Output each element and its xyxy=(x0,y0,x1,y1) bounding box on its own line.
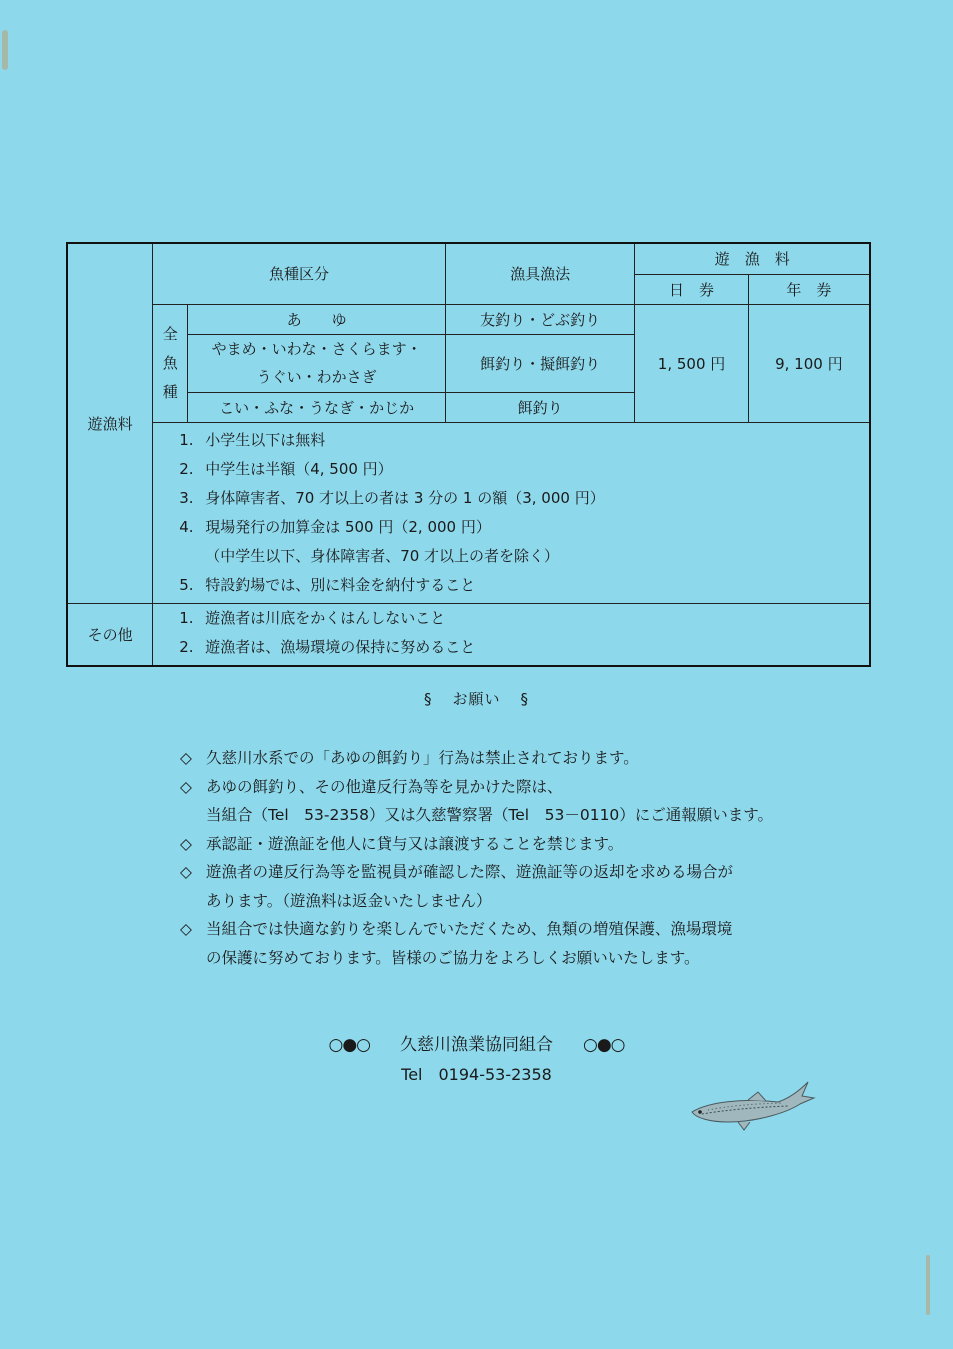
request-line: ◇ 遊漁者の違反行為等を監視員が確認した際、遊漁証等の返却を求める場合が xyxy=(180,858,820,887)
fish-row-koi: こい・ふな・うなぎ・かじか xyxy=(188,392,446,422)
circles-icon: ○●○ xyxy=(328,1035,370,1055)
diamond-bullet-icon: ◇ xyxy=(180,777,192,796)
diamond-bullet-icon: ◇ xyxy=(180,863,192,881)
fee-row-label: 遊漁料 xyxy=(67,243,153,603)
fee-notes xyxy=(153,422,870,603)
diamond-bullet-icon: ◇ xyxy=(180,920,192,938)
other-notes xyxy=(153,603,870,666)
organization-name: 久慈川漁業協同組合 xyxy=(400,1035,553,1055)
footer-phone: Tel 0194-53-2358 xyxy=(401,1065,552,1084)
header-fee: 遊 漁 料 xyxy=(635,243,870,274)
diamond-bullet-icon: ◇ xyxy=(180,749,192,767)
note-item: 3. 身体障害者、70 才以上の者は 3 分の 1 の額（3, 000 円） xyxy=(179,488,605,507)
gear-row-koi: 餌釣り xyxy=(445,392,634,422)
other-item: 1. 遊漁者は川底をかくはんしないこと xyxy=(179,608,446,627)
requests-title: お願い xyxy=(452,690,501,708)
fish-row-ayu: あ ゆ xyxy=(188,304,446,334)
gear-row-ayu: 友釣り・どぶ釣り xyxy=(445,304,634,334)
note-item: 5. 特設釣場では、別に料金を納付すること xyxy=(179,575,476,594)
request-line: あります。（遊漁料は返金いたしません） xyxy=(206,891,492,910)
paper-stain xyxy=(2,30,8,70)
request-line: ◇ あゆの餌釣り、その他違反行為等を見かけた際は、 xyxy=(180,773,820,802)
header-gear-method: 漁具漁法 xyxy=(445,243,634,304)
requests-list xyxy=(180,744,820,972)
note-item: 1. 小学生以下は無料 xyxy=(179,430,326,449)
gear-row-yamame: 餌釣り・擬餌釣り xyxy=(445,334,634,392)
fee-table xyxy=(66,242,871,667)
header-year-ticket: 年 券 xyxy=(748,274,870,304)
paper-stain xyxy=(926,1255,930,1315)
request-line: ◇ 久慈川水系での「あゆの餌釣り」行為は禁止されております。 xyxy=(180,744,820,773)
circles-icon: ○●○ xyxy=(583,1035,625,1055)
fish-row-yamame: やまめ・いわな・さくらます・ うぐい・わかさぎ xyxy=(188,334,446,392)
note-item: （中学生以下、身体障害者、70 才以上の者を除く） xyxy=(205,546,560,565)
header-fish-category: 魚種区分 xyxy=(153,243,446,304)
year-price: 9, 100 円 xyxy=(748,304,870,422)
fish-icon xyxy=(688,1078,818,1133)
requests-heading: § お願い § xyxy=(423,690,529,708)
other-row-label: その他 xyxy=(67,603,153,666)
footer-organization xyxy=(0,1030,953,1055)
request-line: ◇ 当組合では快適な釣りを楽しんでいただくため、魚類の増殖保護、漁場環境 xyxy=(180,915,820,944)
note-item: 4. 現場発行の加算金は 500 円（2, 000 円） xyxy=(179,517,491,536)
other-item: 2. 遊漁者は、漁場環境の保持に努めること xyxy=(179,637,476,656)
header-day-ticket: 日 券 xyxy=(635,274,748,304)
request-line: 当組合（Tel 53-2358）又は久慈警察署（Tel 53－0110）にご通報願います。 xyxy=(206,806,774,824)
request-line: の保護に努めております。皆様のご協力をよろしくお願いいたします。 xyxy=(206,948,700,967)
day-price: 1, 500 円 xyxy=(635,304,748,422)
request-line: ◇ 承認証・遊漁証を他人に貸与又は譲渡することを禁じます。 xyxy=(180,830,820,859)
note-item: 2. 中学生は半額（4, 500 円） xyxy=(179,459,393,478)
all-species-label: 全 魚 種 xyxy=(153,304,188,422)
diamond-bullet-icon: ◇ xyxy=(180,834,192,853)
